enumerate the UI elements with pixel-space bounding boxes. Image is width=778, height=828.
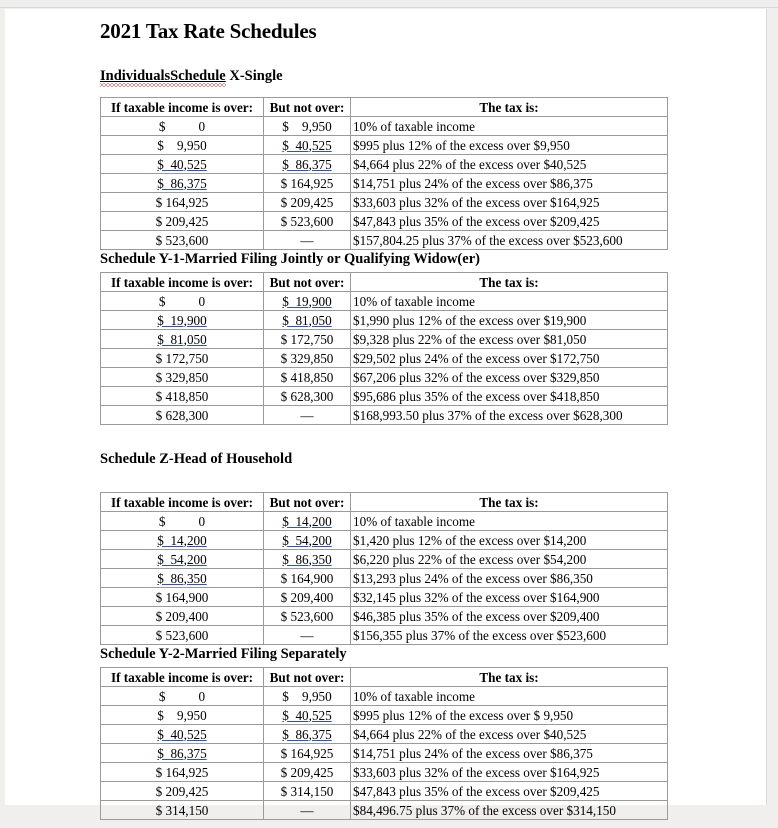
- cell-but-not-over: [264, 155, 351, 174]
- table-row: [101, 292, 668, 311]
- cell-tax-formula: $32,145 plus 32% of the excess over $164,900: [351, 588, 668, 607]
- column-header-but-not-over: But not over:: [264, 98, 351, 117]
- grammar-underline: $ 81,050: [157, 331, 207, 347]
- document-content: [95, 9, 675, 820]
- grammar-underline: $ 19,900: [282, 293, 332, 309]
- table-row: [101, 782, 668, 801]
- column-header-tax-is: The tax is:: [351, 493, 668, 512]
- cell-tax-formula: $29,502 plus 24% of the excess over $172,750: [351, 349, 668, 368]
- cell-income-over: $ 209,400: [101, 607, 264, 626]
- table-row: [101, 117, 668, 136]
- table-row: [101, 744, 668, 763]
- cell-tax-formula: $157,804.25 plus 37% of the excess over $523,600: [351, 231, 668, 250]
- table-row: [101, 174, 668, 193]
- cell-but-not-over: $ 209,400: [264, 588, 351, 607]
- grammar-underline: $ 40,525: [282, 137, 332, 153]
- table-row: [101, 212, 668, 231]
- cell-income-over: [101, 311, 264, 330]
- table-row: [101, 588, 668, 607]
- cell-tax-formula: $1,990 plus 12% of the excess over $19,900: [351, 311, 668, 330]
- cell-income-over: $ 164,925: [101, 193, 264, 212]
- table-row: [101, 406, 668, 425]
- grammar-underline: $ 81,050: [282, 312, 332, 328]
- grammar-underline: $ 86,375: [157, 745, 207, 761]
- grammar-underline: $ 86,375: [157, 175, 207, 191]
- cell-tax-formula: $4,664 plus 22% of the excess over $40,525: [351, 725, 668, 744]
- cell-tax-formula: $14,751 plus 24% of the excess over $86,375: [351, 174, 668, 193]
- cell-income-over: $ 209,425: [101, 212, 264, 231]
- cell-but-not-over: $ 523,600: [264, 607, 351, 626]
- table-row: [101, 231, 668, 250]
- grammar-underline: $ 86,375: [282, 156, 332, 172]
- table-row: [101, 763, 668, 782]
- column-header-tax-is: The tax is:: [351, 273, 668, 292]
- grammar-underline: $ 40,525: [157, 156, 207, 172]
- cell-but-not-over: —: [264, 406, 351, 425]
- table-row: [101, 706, 668, 725]
- cell-but-not-over: [264, 706, 351, 725]
- column-header-but-not-over: But not over:: [264, 273, 351, 292]
- table-row: [101, 801, 668, 820]
- section-heading-schedule-z: Schedule Z-Head of Household: [100, 451, 293, 467]
- page-title: 2021 Tax Rate Schedules: [100, 19, 317, 43]
- cell-income-over: $ 0: [101, 687, 264, 706]
- cell-income-over: $ 0: [101, 512, 264, 531]
- table-row: [101, 687, 668, 706]
- table-row: [101, 550, 668, 569]
- cell-but-not-over: $ 9,950: [264, 687, 351, 706]
- cell-tax-formula: $4,664 plus 22% of the excess over $40,525: [351, 155, 668, 174]
- cell-but-not-over: —: [264, 626, 351, 645]
- cell-income-over: [101, 725, 264, 744]
- column-header-tax-is: The tax is:: [351, 98, 668, 117]
- cell-tax-formula: $995 plus 12% of the excess over $9,950: [351, 136, 668, 155]
- table-schedule-y2: [100, 667, 668, 820]
- cell-income-over: [101, 531, 264, 550]
- column-header-over: If taxable income is over:: [101, 668, 264, 687]
- table-row: [101, 330, 668, 349]
- table-schedule-z: [100, 492, 668, 645]
- cell-tax-formula: $9,328 plus 22% of the excess over $81,050: [351, 330, 668, 349]
- cell-tax-formula: $46,385 plus 35% of the excess over $209,400: [351, 607, 668, 626]
- document-page: [5, 9, 767, 818]
- grammar-underline: $ 40,525: [157, 726, 207, 742]
- column-header-over: If taxable income is over:: [101, 98, 264, 117]
- table-row: [101, 569, 668, 588]
- table-row: [101, 626, 668, 645]
- table-header-row: [101, 668, 668, 687]
- cell-income-over: $ 418,850: [101, 387, 264, 406]
- cell-but-not-over: [264, 136, 351, 155]
- cell-income-over: $ 523,600: [101, 626, 264, 645]
- cell-income-over: $ 164,925: [101, 763, 264, 782]
- cell-but-not-over: $ 9,950: [264, 117, 351, 136]
- column-header-but-not-over: But not over:: [264, 668, 351, 687]
- cell-tax-formula: $168,993.50 plus 37% of the excess over $628,300: [351, 406, 668, 425]
- grammar-underline: $ 19,900: [157, 312, 207, 328]
- cell-tax-formula: 10% of taxable income: [351, 117, 668, 136]
- cell-income-over: [101, 330, 264, 349]
- table-schedule-x: [100, 97, 668, 250]
- table-header-row: [101, 273, 668, 292]
- cell-but-not-over: [264, 512, 351, 531]
- section-heading-schedule-x-rest: X-Single: [225, 68, 283, 84]
- cell-tax-formula: $1,420 plus 12% of the excess over $14,200: [351, 531, 668, 550]
- cell-income-over: $ 329,850: [101, 368, 264, 387]
- table-row: [101, 368, 668, 387]
- table-row: [101, 387, 668, 406]
- cell-income-over: [101, 744, 264, 763]
- grammar-underline: $ 54,200: [157, 551, 207, 567]
- cell-income-over: $ 9,950: [101, 136, 264, 155]
- cell-but-not-over: —: [264, 231, 351, 250]
- cell-but-not-over: [264, 550, 351, 569]
- cell-but-not-over: [264, 292, 351, 311]
- grammar-underline: $ 14,200: [282, 513, 332, 529]
- cell-but-not-over: $ 164,925: [264, 744, 351, 763]
- cell-tax-formula: $6,220 plus 22% of the excess over $54,200: [351, 550, 668, 569]
- cell-tax-formula: $84,496.75 plus 37% of the excess over $314,150: [351, 801, 668, 820]
- cell-but-not-over: [264, 531, 351, 550]
- cell-tax-formula: $67,206 plus 32% of the excess over $329,850: [351, 368, 668, 387]
- cell-tax-formula: $995 plus 12% of the excess over $ 9,950: [351, 706, 668, 725]
- cell-income-over: [101, 569, 264, 588]
- table-row: [101, 193, 668, 212]
- table-row: [101, 607, 668, 626]
- grammar-underline: $ 86,375: [282, 726, 332, 742]
- table-row: [101, 725, 668, 744]
- cell-but-not-over: $ 329,850: [264, 349, 351, 368]
- cell-tax-formula: $33,603 plus 32% of the excess over $164,925: [351, 763, 668, 782]
- cell-but-not-over: $ 164,900: [264, 569, 351, 588]
- table-row: [101, 136, 668, 155]
- grammar-underline: $ 54,200: [282, 532, 332, 548]
- grammar-underline: $ 40,525: [282, 707, 332, 723]
- cell-income-over: $ 314,150: [101, 801, 264, 820]
- cell-but-not-over: $ 164,925: [264, 174, 351, 193]
- cell-but-not-over: $ 209,425: [264, 193, 351, 212]
- table-row: [101, 155, 668, 174]
- window-top-strip: [0, 0, 778, 8]
- table-row: [101, 349, 668, 368]
- cell-income-over: [101, 550, 264, 569]
- cell-tax-formula: $33,603 plus 32% of the excess over $164,925: [351, 193, 668, 212]
- cell-but-not-over: $ 628,300: [264, 387, 351, 406]
- cell-income-over: $ 9,950: [101, 706, 264, 725]
- column-header-over: If taxable income is over:: [101, 493, 264, 512]
- table-row: [101, 512, 668, 531]
- cell-income-over: $ 0: [101, 292, 264, 311]
- cell-income-over: $ 209,425: [101, 782, 264, 801]
- table-header-row: [101, 493, 668, 512]
- cell-income-over: [101, 155, 264, 174]
- cell-but-not-over: $ 172,750: [264, 330, 351, 349]
- cell-income-over: $ 164,900: [101, 588, 264, 607]
- table-header-row: [101, 98, 668, 117]
- column-header-but-not-over: But not over:: [264, 493, 351, 512]
- cell-income-over: $ 0: [101, 117, 264, 136]
- column-header-over: If taxable income is over:: [101, 273, 264, 292]
- cell-income-over: $ 628,300: [101, 406, 264, 425]
- grammar-underline: $ 86,350: [157, 570, 207, 586]
- cell-income-over: [101, 174, 264, 193]
- table-row: [101, 531, 668, 550]
- cell-tax-formula: $95,686 plus 35% of the excess over $418,850: [351, 387, 668, 406]
- cell-income-over: $ 523,600: [101, 231, 264, 250]
- cell-but-not-over: [264, 725, 351, 744]
- cell-but-not-over: $ 314,150: [264, 782, 351, 801]
- section-heading-schedule-y2: Schedule Y-2-Married Filing Separately: [100, 646, 347, 662]
- cell-tax-formula: $156,355 plus 37% of the excess over $523,600: [351, 626, 668, 645]
- cell-but-not-over: [264, 311, 351, 330]
- table-row: [101, 311, 668, 330]
- cell-tax-formula: $14,751 plus 24% of the excess over $86,375: [351, 744, 668, 763]
- cell-tax-formula: 10% of taxable income: [351, 292, 668, 311]
- cell-but-not-over: $ 209,425: [264, 763, 351, 782]
- grammar-underline: $ 86,350: [282, 551, 332, 567]
- cell-income-over: $ 172,750: [101, 349, 264, 368]
- cell-tax-formula: $47,843 plus 35% of the excess over $209,425: [351, 212, 668, 231]
- section-heading-schedule-x: [100, 68, 675, 85]
- column-header-tax-is: The tax is:: [351, 668, 668, 687]
- cell-but-not-over: —: [264, 801, 351, 820]
- misspelled-word-individualsschedule: IndividualsSchedule: [100, 68, 226, 87]
- cell-but-not-over: $ 418,850: [264, 368, 351, 387]
- section-heading-schedule-y1: Schedule Y-1-Married Filing Jointly or Qualifying Widow(er): [100, 251, 480, 267]
- cell-tax-formula: $47,843 plus 35% of the excess over $209,425: [351, 782, 668, 801]
- cell-but-not-over: $ 523,600: [264, 212, 351, 231]
- cell-tax-formula: 10% of taxable income: [351, 687, 668, 706]
- grammar-underline: $ 14,200: [157, 532, 207, 548]
- cell-tax-formula: 10% of taxable income: [351, 512, 668, 531]
- cell-tax-formula: $13,293 plus 24% of the excess over $86,350: [351, 569, 668, 588]
- table-schedule-y1: [100, 272, 668, 425]
